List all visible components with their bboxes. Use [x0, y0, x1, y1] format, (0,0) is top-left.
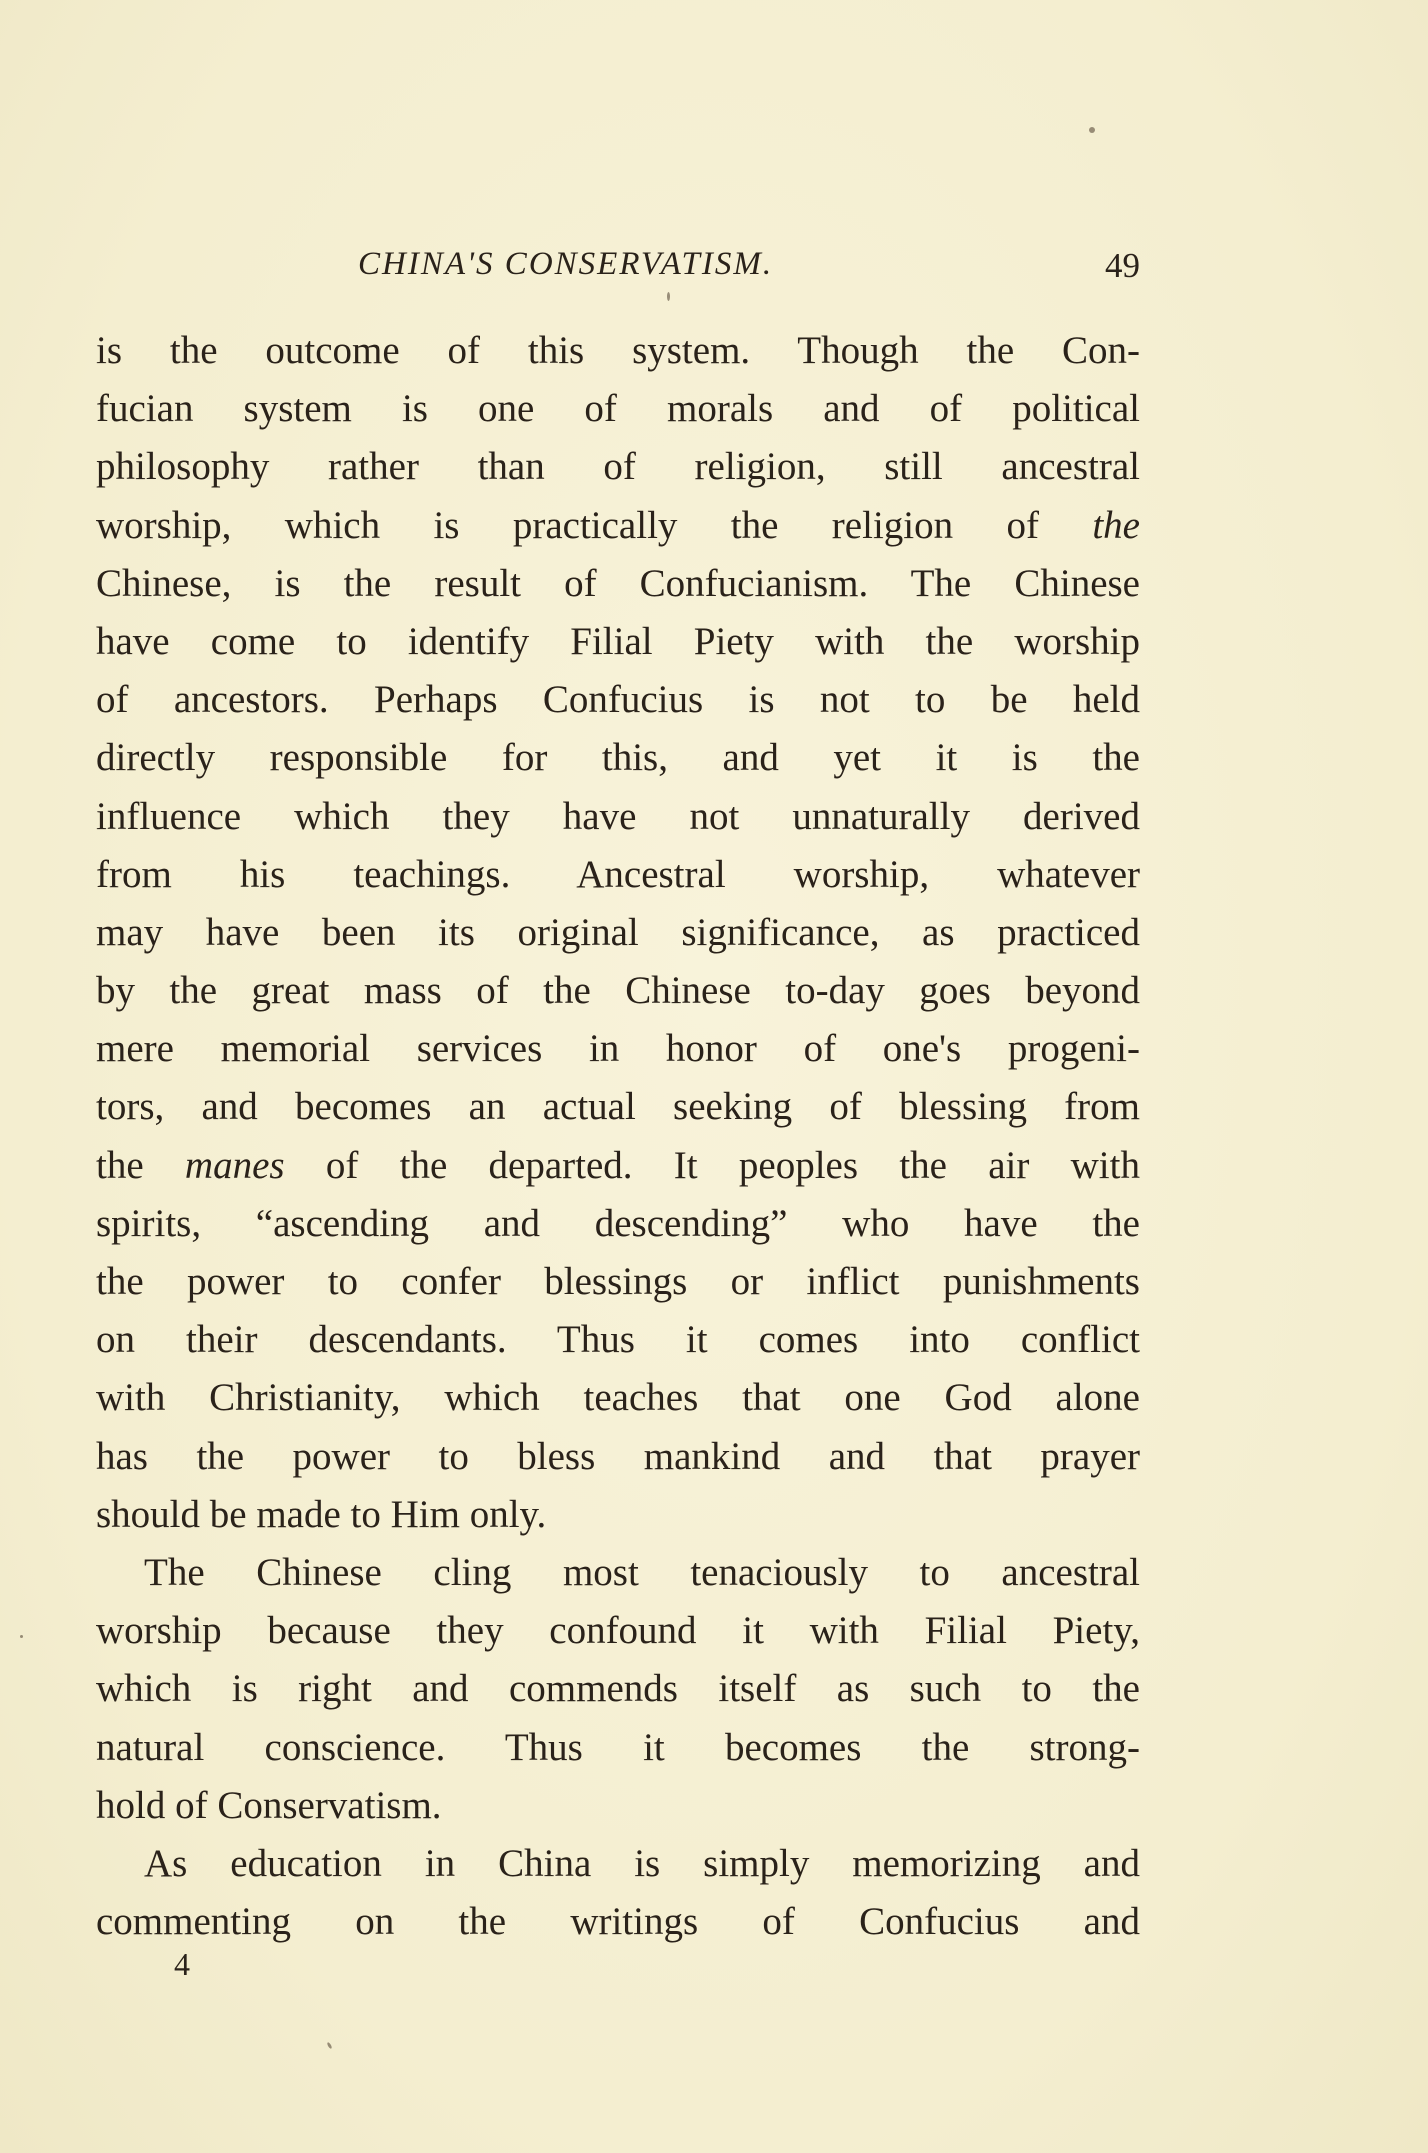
text-line: the power to confer blessings or inflict punishments — [96, 1260, 1140, 1303]
print-speck — [1089, 127, 1095, 133]
text-line: may have been its original significance, as practiced — [96, 910, 1140, 954]
signature-mark: 4 — [174, 1946, 190, 1982]
body-text — [96, 322, 1140, 1951]
text-line: of ancestors. Perhaps Confucius is not to be held — [96, 678, 1140, 722]
text-line: on their descendants. Thus it comes into conflict — [96, 1318, 1140, 1362]
text-line: with Christianity, which teaches that one God alone — [96, 1376, 1140, 1420]
text-line: from his teachings. Ancestral worship, whatever — [96, 852, 1140, 896]
text-line: worship because they confound it with Filial Piety, — [96, 1609, 1140, 1653]
print-speck — [667, 292, 670, 301]
page-number: 49 — [1105, 246, 1140, 285]
text-line: influence which they have not unnaturally derived — [96, 794, 1140, 838]
text-line: have come to identify Filial Piety with the worship — [96, 619, 1140, 663]
running-title: CHINA'S CONSERVATISM. — [358, 246, 774, 282]
text-line: should be made to Him only. — [96, 1492, 547, 1536]
print-speck — [326, 2042, 332, 2050]
text-line: which is right and commends itself as such to the — [96, 1667, 1140, 1711]
text-line: by the great mass of the Chinese to-day goes beyond — [96, 969, 1140, 1013]
text-line: commenting on the writings of Confucius and — [96, 1900, 1140, 1944]
text-line: As education in China is simply memorizing and — [144, 1841, 1140, 1885]
text-line: natural conscience. Thus it becomes the strong- — [96, 1725, 1140, 1769]
text-line: Chinese, is the result of Confucianism. The Chinese — [96, 561, 1140, 605]
text-line: spirits, “ascending and descending” who have the — [96, 1201, 1140, 1245]
text-line: directly responsible for this, and yet it is the — [96, 736, 1140, 780]
italic-emphasis: the — [1092, 503, 1140, 547]
text-line: hold of Conservatism. — [96, 1783, 442, 1827]
running-head — [96, 246, 1140, 290]
text-line: philosophy rather than of religion, still ancestral — [96, 445, 1140, 489]
text-line: tors, and becomes an actual seeking of blessing from — [96, 1085, 1140, 1129]
print-speck — [20, 1635, 23, 1638]
italic-emphasis: manes — [184, 1143, 285, 1187]
text-line: has the power to bless mankind and that prayer — [96, 1434, 1140, 1478]
text-line: is the outcome of this system. Though the Con- — [96, 329, 1140, 372]
text-line: mere memorial services in honor of one's progeni- — [96, 1027, 1140, 1071]
text-line: worship, which is practically the religion of the — [96, 503, 1140, 547]
text-line: The Chinese cling most tenaciously to ancestral — [144, 1550, 1140, 1594]
text-line: the manes of the departed. It peoples the air with — [96, 1143, 1140, 1187]
text-line: fucian system is one of morals and of political — [96, 387, 1140, 431]
